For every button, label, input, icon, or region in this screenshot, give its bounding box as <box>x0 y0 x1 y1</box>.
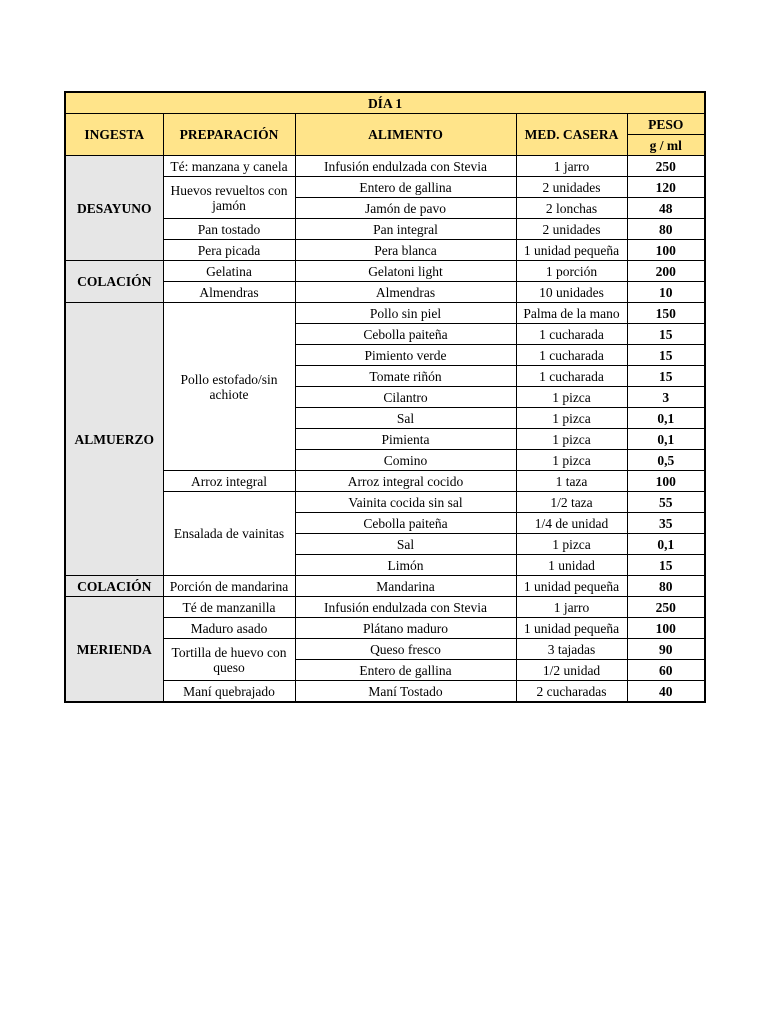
med-casera-cell: 1 cucharada <box>516 345 627 366</box>
alimento-cell: Gelatoni light <box>295 261 516 282</box>
header-peso-unit: g / ml <box>627 135 705 156</box>
alimento-cell: Queso fresco <box>295 639 516 660</box>
preparacion-cell: Tortilla de huevo con queso <box>163 639 295 681</box>
preparacion-cell: Ensalada de vainitas <box>163 492 295 576</box>
alimento-cell: Comino <box>295 450 516 471</box>
alimento-cell: Entero de gallina <box>295 660 516 681</box>
med-casera-cell: 2 unidades <box>516 177 627 198</box>
alimento-cell: Arroz integral cocido <box>295 471 516 492</box>
med-casera-cell: 1 cucharada <box>516 366 627 387</box>
header-peso: PESO <box>627 114 705 135</box>
peso-cell: 3 <box>627 387 705 408</box>
med-casera-cell: 1 pizca <box>516 408 627 429</box>
alimento-cell: Pera blanca <box>295 240 516 261</box>
ingesta-cell: DESAYUNO <box>65 156 163 261</box>
alimento-cell: Mandarina <box>295 576 516 597</box>
peso-cell: 55 <box>627 492 705 513</box>
preparacion-cell: Té: manzana y canela <box>163 156 295 177</box>
med-casera-cell: 1 jarro <box>516 156 627 177</box>
peso-cell: 100 <box>627 618 705 639</box>
table-row <box>65 576 705 597</box>
med-casera-cell: 1 unidad pequeña <box>516 576 627 597</box>
preparacion-cell: Maduro asado <box>163 618 295 639</box>
peso-cell: 0,1 <box>627 408 705 429</box>
med-casera-cell: 2 cucharadas <box>516 681 627 703</box>
alimento-cell: Entero de gallina <box>295 177 516 198</box>
alimento-cell: Vainita cocida sin sal <box>295 492 516 513</box>
table-row <box>65 303 705 324</box>
table-row <box>65 156 705 177</box>
menu-table <box>64 91 706 703</box>
ingesta-cell: COLACIÓN <box>65 261 163 303</box>
peso-cell: 35 <box>627 513 705 534</box>
ingesta-cell: COLACIÓN <box>65 576 163 597</box>
peso-cell: 150 <box>627 303 705 324</box>
med-casera-cell: 1/4 de unidad <box>516 513 627 534</box>
alimento-cell: Infusión endulzada con Stevia <box>295 156 516 177</box>
alimento-cell: Almendras <box>295 282 516 303</box>
peso-cell: 250 <box>627 597 705 618</box>
preparacion-cell: Huevos revueltos con jamón <box>163 177 295 219</box>
peso-cell: 15 <box>627 366 705 387</box>
med-casera-cell: 1 unidad <box>516 555 627 576</box>
peso-cell: 48 <box>627 198 705 219</box>
alimento-cell: Pollo sin piel <box>295 303 516 324</box>
peso-cell: 90 <box>627 639 705 660</box>
alimento-cell: Cebolla paiteña <box>295 513 516 534</box>
alimento-cell: Plátano maduro <box>295 618 516 639</box>
med-casera-cell: 1 taza <box>516 471 627 492</box>
peso-cell: 15 <box>627 345 705 366</box>
med-casera-cell: 1 porción <box>516 261 627 282</box>
preparacion-cell: Almendras <box>163 282 295 303</box>
alimento-cell: Cilantro <box>295 387 516 408</box>
alimento-cell: Maní Tostado <box>295 681 516 703</box>
peso-cell: 250 <box>627 156 705 177</box>
alimento-cell: Limón <box>295 555 516 576</box>
peso-cell: 15 <box>627 324 705 345</box>
med-casera-cell: 1 pizca <box>516 450 627 471</box>
preparacion-cell: Arroz integral <box>163 471 295 492</box>
med-casera-cell: 1 unidad pequeña <box>516 240 627 261</box>
alimento-cell: Sal <box>295 534 516 555</box>
peso-cell: 60 <box>627 660 705 681</box>
alimento-cell: Cebolla paiteña <box>295 324 516 345</box>
alimento-cell: Sal <box>295 408 516 429</box>
med-casera-cell: 1 pizca <box>516 387 627 408</box>
peso-cell: 80 <box>627 219 705 240</box>
peso-cell: 120 <box>627 177 705 198</box>
peso-cell: 40 <box>627 681 705 703</box>
preparacion-cell: Pan tostado <box>163 219 295 240</box>
table-row <box>65 597 705 618</box>
preparacion-cell: Porción de mandarina <box>163 576 295 597</box>
med-casera-cell: 1 jarro <box>516 597 627 618</box>
preparacion-cell: Pollo estofado/sin achiote <box>163 303 295 471</box>
med-casera-cell: 3 tajadas <box>516 639 627 660</box>
peso-cell: 15 <box>627 555 705 576</box>
alimento-cell: Pan integral <box>295 219 516 240</box>
med-casera-cell: 1/2 taza <box>516 492 627 513</box>
peso-cell: 10 <box>627 282 705 303</box>
alimento-cell: Tomate riñón <box>295 366 516 387</box>
med-casera-cell: Palma de la mano <box>516 303 627 324</box>
preparacion-cell: Pera picada <box>163 240 295 261</box>
header-alimento: ALIMENTO <box>295 114 516 156</box>
med-casera-cell: 10 unidades <box>516 282 627 303</box>
med-casera-cell: 1 pizca <box>516 534 627 555</box>
peso-cell: 80 <box>627 576 705 597</box>
header-med-casera: MED. CASERA <box>516 114 627 156</box>
ingesta-cell: MERIENDA <box>65 597 163 703</box>
preparacion-cell: Gelatina <box>163 261 295 282</box>
peso-cell: 0,1 <box>627 534 705 555</box>
day-title: DÍA 1 <box>65 92 705 114</box>
alimento-cell: Pimiento verde <box>295 345 516 366</box>
menu-body <box>65 156 705 703</box>
header-ingesta: INGESTA <box>65 114 163 156</box>
peso-cell: 0,5 <box>627 450 705 471</box>
peso-cell: 0,1 <box>627 429 705 450</box>
peso-cell: 100 <box>627 240 705 261</box>
peso-cell: 200 <box>627 261 705 282</box>
alimento-cell: Infusión endulzada con Stevia <box>295 597 516 618</box>
ingesta-cell: ALMUERZO <box>65 303 163 576</box>
alimento-cell: Jamón de pavo <box>295 198 516 219</box>
med-casera-cell: 1 pizca <box>516 429 627 450</box>
header-preparacion: PREPARACIÓN <box>163 114 295 156</box>
preparacion-cell: Té de manzanilla <box>163 597 295 618</box>
med-casera-cell: 2 unidades <box>516 219 627 240</box>
preparacion-cell: Maní quebrajado <box>163 681 295 703</box>
table-row <box>65 261 705 282</box>
peso-cell: 100 <box>627 471 705 492</box>
med-casera-cell: 1 cucharada <box>516 324 627 345</box>
med-casera-cell: 2 lonchas <box>516 198 627 219</box>
med-casera-cell: 1/2 unidad <box>516 660 627 681</box>
alimento-cell: Pimienta <box>295 429 516 450</box>
med-casera-cell: 1 unidad pequeña <box>516 618 627 639</box>
